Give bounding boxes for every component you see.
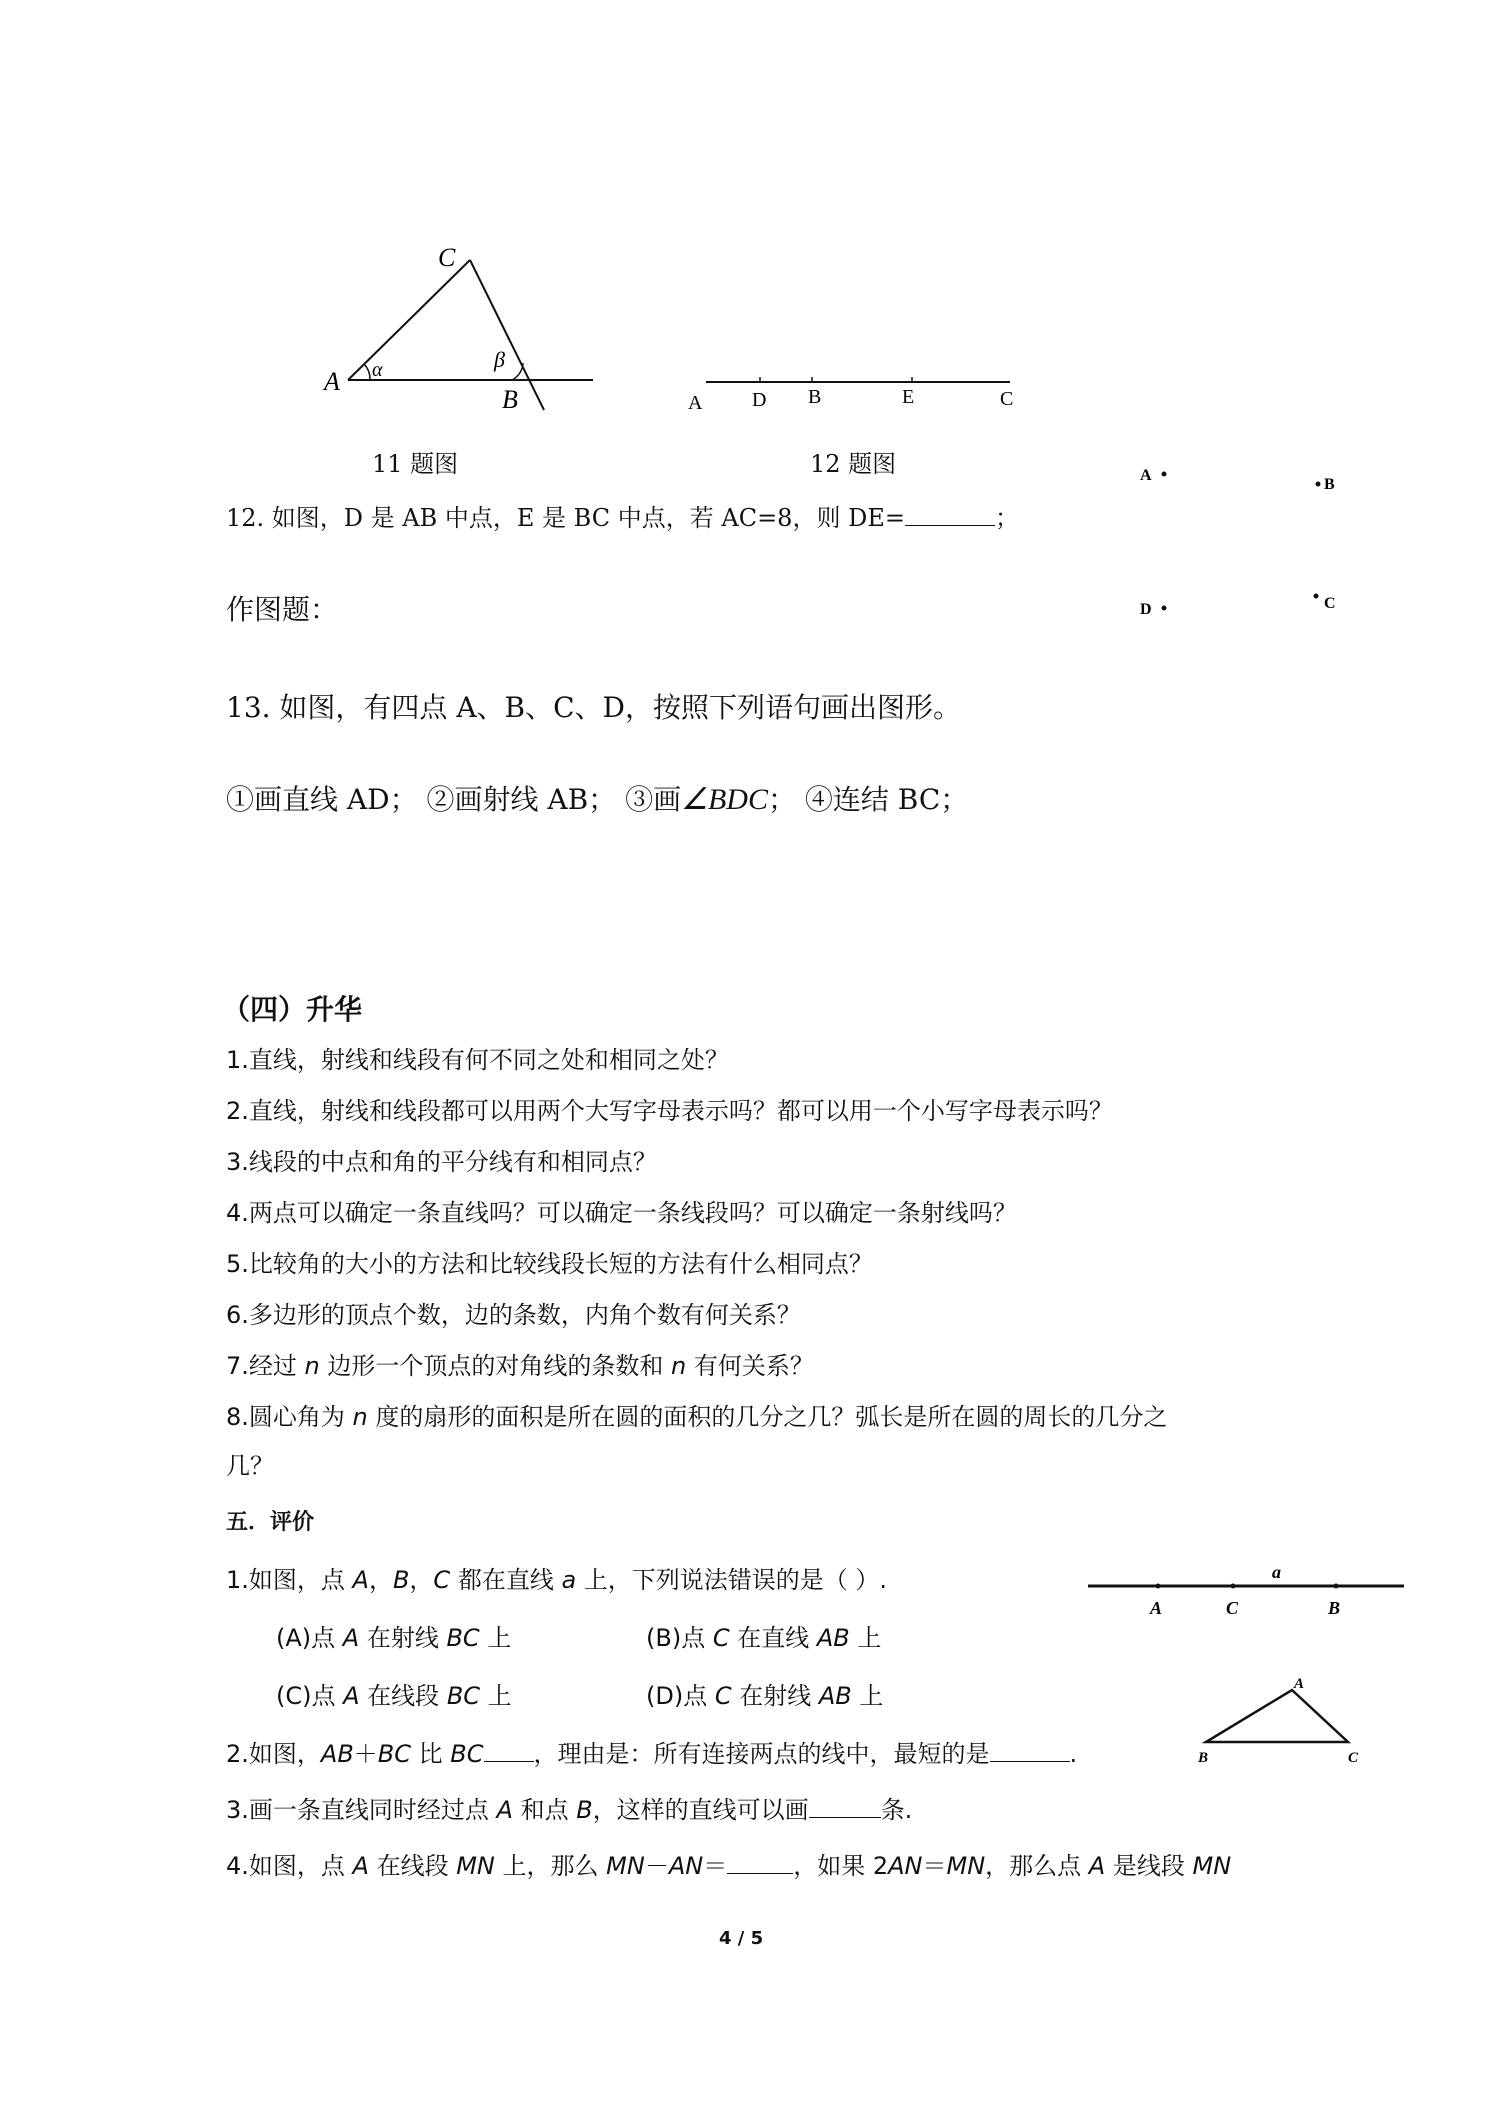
eval-figure-2 [1188, 1670, 1378, 1770]
sec4-item-2: 2.直线，射线和线段都可以用两个大写字母表示吗？都可以用一个小写字母表示吗？ [226, 1097, 1113, 1125]
sec4-item-8-cont: 几？ [226, 1452, 274, 1480]
eval-q1-option-a: (A)点 A 在射线 BC 上 [276, 1624, 512, 1652]
q12-blank [905, 503, 995, 526]
section4-title: （四）升华 [222, 993, 363, 1026]
eval-q3: 3.画一条直线同时经过点 A 和点 B，这样的直线可以画 条. [226, 1796, 913, 1824]
fig13-point-d: D [1140, 601, 1152, 618]
sec4-item-6: 6.多边形的顶点个数，边的条数，内角个数有何关系？ [226, 1301, 801, 1329]
page-number: 4 / 5 [719, 1928, 764, 1949]
eval-q2-blank-1 [484, 1739, 534, 1762]
question-13: 13. 如图，有四点 A、B、C、D，按照下列语句画出图形。 [226, 691, 962, 724]
fig11-angle-beta: β [494, 347, 505, 372]
section5-title: 五．评价 [226, 1510, 315, 1535]
eval-fig1-line-a: a [1272, 1562, 1281, 1582]
eval-q2-blank-2 [990, 1739, 1070, 1762]
eval-fig2-point-c: C [1348, 1750, 1359, 1766]
fig12-caption: 12 题图 [810, 450, 897, 478]
eval-figure-1 [1088, 1562, 1408, 1632]
fig12-point-d: D [752, 389, 767, 411]
q12-text: 12. 如图，D 是 AB 中点，E 是 BC 中点，若 AC=8，则 DE= [226, 504, 905, 532]
fig11-point-b: B [502, 385, 518, 414]
fig13-point-a: A [1140, 467, 1152, 484]
fig12-point-e: E [902, 386, 915, 408]
sec4-item-7: 7.经过 n 边形一个顶点的对角线的条数和 n 有何关系？ [226, 1352, 814, 1380]
fig11-caption: 11 题图 [372, 450, 459, 478]
eval-fig1-point-b: B [1328, 1598, 1341, 1618]
eval-q4: 4.如图，点 A 在线段 MN 上，那么 MN－AN＝ ，如果 2AN＝MN，那么点 A 是线段 MN [226, 1852, 1232, 1880]
fig13-point-c: C [1324, 595, 1336, 612]
figure-11 [318, 240, 603, 420]
sec4-item-3: 3.线段的中点和角的平分线有和相同点？ [226, 1148, 657, 1176]
eval-fig2-point-a: A [1294, 1676, 1305, 1692]
eval-q1-option-b: (B)点 C 在直线 AB 上 [646, 1624, 882, 1652]
sec4-item-4: 4.两点可以确定一条直线吗？可以确定一条线段吗？可以确定一条射线吗？ [226, 1199, 1017, 1227]
eval-fig1-point-c: C [1226, 1598, 1239, 1618]
instr-part1: ①画直线 AD； ②画射线 AB； ③画 [226, 783, 682, 816]
eval-q4-blank [727, 1851, 793, 1874]
eval-fig1-point-a: A [1150, 1598, 1163, 1618]
instr-angle: ∠BDC [681, 783, 768, 816]
fig11-point-a: A [324, 367, 340, 396]
question-12 [226, 498, 1019, 533]
sec4-item-5: 5.比较角的大小的方法和比较线段长短的方法有什么相同点？ [226, 1250, 873, 1278]
sec4-item-8: 8.圆心角为 n 度的扇形的面积是所在圆的面积的几分之几？弧长是所在圆的周长的几分之 [226, 1403, 1168, 1431]
fig13-point-b: B [1324, 476, 1335, 493]
drawing-heading: 作图题： [226, 593, 339, 626]
figure-13 [1130, 460, 1360, 620]
instr-part2: ； ④连结 BC； [767, 783, 969, 816]
fig12-point-b: B [808, 386, 822, 408]
eval-q3-blank [809, 1795, 881, 1818]
eval-q1-option-c: (C)点 A 在线段 BC 上 [276, 1682, 512, 1710]
fig11-angle-alpha: α [372, 359, 383, 381]
drawing-instructions [226, 778, 968, 818]
eval-q2: 2.如图，AB＋BC 比 BC ，理由是：所有连接两点的线中，最短的是 . [226, 1740, 1078, 1768]
sec4-item-1: 1.直线，射线和线段有何不同之处和相同之处？ [226, 1046, 729, 1074]
eval-q1-option-d: (D)点 C 在射线 AB 上 [646, 1682, 884, 1710]
eval-q1: 1.如图，点 A，B，C 都在直线 a 上，下列说法错误的是（ ）. [226, 1566, 888, 1594]
fig12-point-c: C [1000, 388, 1014, 410]
q12-suffix: ； [994, 504, 1019, 532]
fig12-point-a: A [688, 392, 703, 414]
figure-12 [680, 370, 1020, 420]
eval-fig2-point-b: B [1198, 1750, 1209, 1766]
fig11-point-c: C [438, 243, 456, 272]
